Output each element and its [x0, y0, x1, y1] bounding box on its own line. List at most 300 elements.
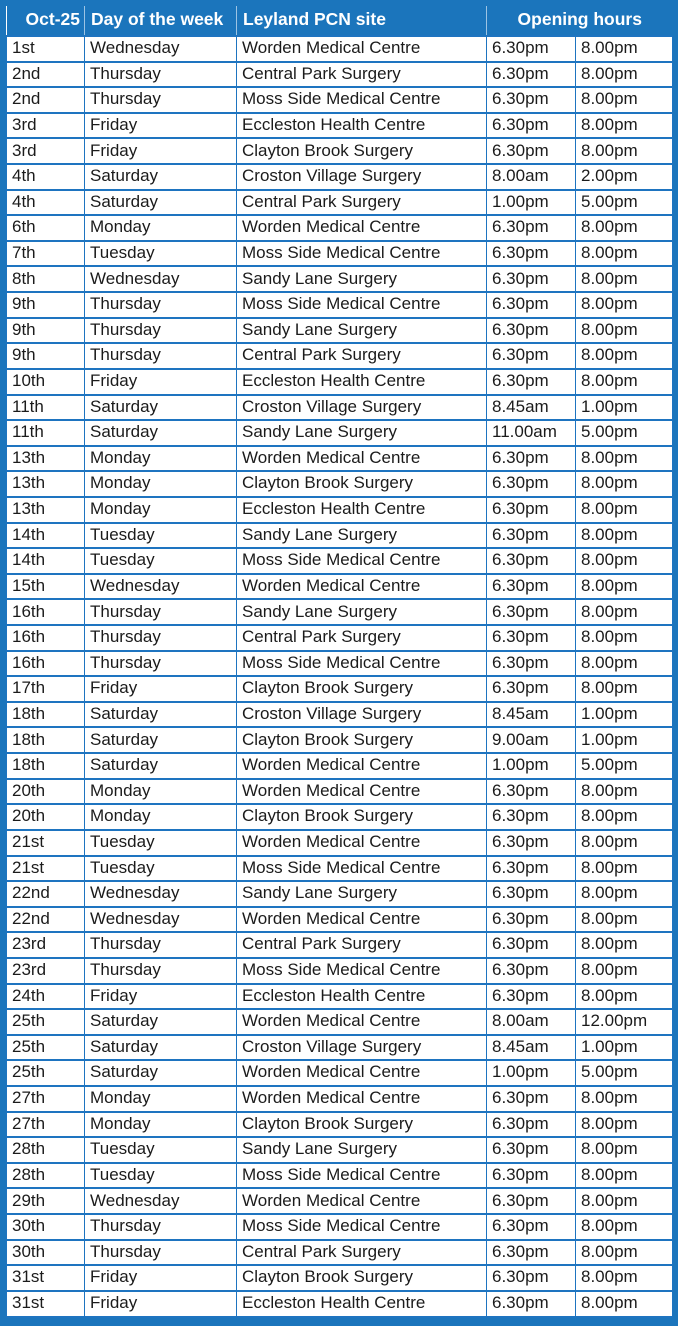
cell-open: 6.30pm [487, 1265, 576, 1291]
cell-day: Monday [85, 1086, 237, 1112]
cell-site: Croston Village Surgery [237, 702, 487, 728]
cell-close: 8.00pm [576, 830, 673, 856]
cell-site: Eccleston Health Centre [237, 497, 487, 523]
cell-open: 1.00pm [487, 190, 576, 216]
cell-day: Saturday [85, 1009, 237, 1035]
cell-day: Friday [85, 984, 237, 1010]
cell-day: Saturday [85, 395, 237, 421]
cell-site: Clayton Brook Surgery [237, 727, 487, 753]
cell-date: 8th [7, 266, 85, 292]
cell-site: Worden Medical Centre [237, 36, 487, 62]
cell-date: 23rd [7, 932, 85, 958]
table-row [7, 1009, 673, 1035]
cell-date: 22nd [7, 881, 85, 907]
cell-close: 8.00pm [576, 1137, 673, 1163]
table-row [7, 36, 673, 62]
cell-close: 8.00pm [576, 1112, 673, 1138]
cell-day: Friday [85, 1265, 237, 1291]
cell-close: 8.00pm [576, 984, 673, 1010]
cell-open: 6.30pm [487, 1291, 576, 1317]
cell-open: 9.00am [487, 727, 576, 753]
cell-close: 8.00pm [576, 318, 673, 344]
cell-day: Thursday [85, 625, 237, 651]
cell-site: Croston Village Surgery [237, 164, 487, 190]
cell-open: 6.30pm [487, 779, 576, 805]
cell-open: 6.30pm [487, 856, 576, 882]
cell-open: 6.30pm [487, 215, 576, 241]
cell-open: 6.30pm [487, 266, 576, 292]
cell-open: 6.30pm [487, 318, 576, 344]
cell-open: 1.00pm [487, 1060, 576, 1086]
cell-day: Thursday [85, 318, 237, 344]
cell-close: 8.00pm [576, 1086, 673, 1112]
cell-site: Sandy Lane Surgery [237, 881, 487, 907]
cell-site: Worden Medical Centre [237, 753, 487, 779]
cell-open: 6.30pm [487, 676, 576, 702]
table-row [7, 1112, 673, 1138]
cell-date: 13th [7, 446, 85, 472]
cell-day: Wednesday [85, 266, 237, 292]
cell-date: 30th [7, 1214, 85, 1240]
cell-site: Worden Medical Centre [237, 907, 487, 933]
cell-close: 8.00pm [576, 856, 673, 882]
table-row [7, 702, 673, 728]
cell-site: Eccleston Health Centre [237, 113, 487, 139]
cell-day: Thursday [85, 958, 237, 984]
table-row [7, 779, 673, 805]
cell-day: Monday [85, 471, 237, 497]
cell-day: Saturday [85, 702, 237, 728]
cell-open: 6.30pm [487, 881, 576, 907]
cell-close: 8.00pm [576, 215, 673, 241]
cell-date: 25th [7, 1035, 85, 1061]
cell-open: 6.30pm [487, 241, 576, 267]
cell-day: Friday [85, 369, 237, 395]
cell-date: 18th [7, 727, 85, 753]
cell-day: Saturday [85, 164, 237, 190]
cell-site: Croston Village Surgery [237, 1035, 487, 1061]
table-row [7, 138, 673, 164]
cell-day: Saturday [85, 420, 237, 446]
opening-hours-table [6, 6, 673, 1318]
cell-date: 21st [7, 856, 85, 882]
cell-date: 27th [7, 1112, 85, 1138]
cell-site: Worden Medical Centre [237, 1060, 487, 1086]
cell-open: 6.30pm [487, 932, 576, 958]
cell-close: 8.00pm [576, 932, 673, 958]
cell-site: Clayton Brook Surgery [237, 138, 487, 164]
table-row [7, 625, 673, 651]
cell-day: Friday [85, 1291, 237, 1317]
table-row [7, 241, 673, 267]
cell-site: Moss Side Medical Centre [237, 958, 487, 984]
cell-site: Central Park Surgery [237, 1240, 487, 1266]
cell-close: 8.00pm [576, 881, 673, 907]
cell-day: Tuesday [85, 548, 237, 574]
cell-open: 6.30pm [487, 446, 576, 472]
table-row [7, 1137, 673, 1163]
cell-open: 6.30pm [487, 1240, 576, 1266]
cell-date: 21st [7, 830, 85, 856]
cell-date: 10th [7, 369, 85, 395]
cell-date: 27th [7, 1086, 85, 1112]
cell-site: Central Park Surgery [237, 932, 487, 958]
table-row [7, 804, 673, 830]
table-row [7, 1240, 673, 1266]
cell-site: Moss Side Medical Centre [237, 1163, 487, 1189]
table-row [7, 651, 673, 677]
cell-day: Saturday [85, 190, 237, 216]
cell-close: 8.00pm [576, 1163, 673, 1189]
cell-date: 18th [7, 753, 85, 779]
cell-open: 6.30pm [487, 1188, 576, 1214]
cell-date: 11th [7, 395, 85, 421]
cell-day: Friday [85, 113, 237, 139]
cell-open: 8.45am [487, 395, 576, 421]
cell-close: 1.00pm [576, 702, 673, 728]
cell-site: Clayton Brook Surgery [237, 1265, 487, 1291]
cell-date: 20th [7, 779, 85, 805]
cell-open: 6.30pm [487, 471, 576, 497]
cell-close: 8.00pm [576, 36, 673, 62]
cell-site: Worden Medical Centre [237, 830, 487, 856]
cell-close: 8.00pm [576, 113, 673, 139]
cell-close: 8.00pm [576, 907, 673, 933]
cell-day: Monday [85, 446, 237, 472]
table-row [7, 1291, 673, 1317]
cell-open: 6.30pm [487, 984, 576, 1010]
cell-day: Wednesday [85, 907, 237, 933]
cell-open: 6.30pm [487, 138, 576, 164]
cell-site: Sandy Lane Surgery [237, 1137, 487, 1163]
cell-day: Friday [85, 676, 237, 702]
cell-open: 8.00am [487, 1009, 576, 1035]
cell-close: 8.00pm [576, 471, 673, 497]
cell-open: 6.30pm [487, 497, 576, 523]
cell-site: Clayton Brook Surgery [237, 676, 487, 702]
cell-close: 8.00pm [576, 625, 673, 651]
table-row [7, 676, 673, 702]
table-row [7, 727, 673, 753]
cell-day: Tuesday [85, 1137, 237, 1163]
cell-day: Tuesday [85, 856, 237, 882]
cell-close: 8.00pm [576, 804, 673, 830]
cell-date: 29th [7, 1188, 85, 1214]
cell-close: 8.00pm [576, 446, 673, 472]
cell-open: 6.30pm [487, 36, 576, 62]
table-row [7, 446, 673, 472]
cell-date: 3rd [7, 138, 85, 164]
table-row [7, 984, 673, 1010]
cell-date: 31st [7, 1265, 85, 1291]
cell-site: Central Park Surgery [237, 62, 487, 88]
cell-close: 8.00pm [576, 87, 673, 113]
cell-open: 6.30pm [487, 87, 576, 113]
cell-day: Monday [85, 215, 237, 241]
table-row [7, 574, 673, 600]
table-row [7, 369, 673, 395]
cell-site: Moss Side Medical Centre [237, 1214, 487, 1240]
cell-day: Wednesday [85, 574, 237, 600]
table-row [7, 907, 673, 933]
cell-close: 8.00pm [576, 599, 673, 625]
cell-day: Friday [85, 138, 237, 164]
cell-day: Monday [85, 779, 237, 805]
cell-open: 6.30pm [487, 958, 576, 984]
cell-day: Thursday [85, 1214, 237, 1240]
cell-site: Clayton Brook Surgery [237, 804, 487, 830]
table-row [7, 856, 673, 882]
table-row [7, 753, 673, 779]
cell-date: 31st [7, 1291, 85, 1317]
cell-site: Clayton Brook Surgery [237, 1112, 487, 1138]
cell-site: Sandy Lane Surgery [237, 318, 487, 344]
table-row [7, 1214, 673, 1240]
cell-date: 9th [7, 292, 85, 318]
cell-open: 6.30pm [487, 62, 576, 88]
cell-date: 6th [7, 215, 85, 241]
cell-date: 14th [7, 523, 85, 549]
cell-date: 13th [7, 497, 85, 523]
cell-open: 8.45am [487, 702, 576, 728]
cell-close: 2.00pm [576, 164, 673, 190]
cell-open: 6.30pm [487, 343, 576, 369]
table-row [7, 343, 673, 369]
cell-open: 6.30pm [487, 523, 576, 549]
cell-day: Monday [85, 804, 237, 830]
cell-close: 8.00pm [576, 497, 673, 523]
cell-day: Thursday [85, 343, 237, 369]
cell-day: Wednesday [85, 1188, 237, 1214]
cell-open: 6.30pm [487, 113, 576, 139]
cell-open: 6.30pm [487, 548, 576, 574]
cell-close: 8.00pm [576, 292, 673, 318]
table-row [7, 395, 673, 421]
cell-day: Tuesday [85, 1163, 237, 1189]
header-day-of-week: Day of the week [85, 6, 237, 36]
cell-close: 1.00pm [576, 1035, 673, 1061]
cell-day: Saturday [85, 1060, 237, 1086]
table-row [7, 599, 673, 625]
cell-site: Moss Side Medical Centre [237, 87, 487, 113]
cell-date: 20th [7, 804, 85, 830]
cell-date: 9th [7, 343, 85, 369]
cell-day: Tuesday [85, 523, 237, 549]
cell-day: Thursday [85, 292, 237, 318]
cell-open: 6.30pm [487, 625, 576, 651]
cell-close: 8.00pm [576, 958, 673, 984]
cell-close: 8.00pm [576, 343, 673, 369]
cell-day: Tuesday [85, 830, 237, 856]
cell-close: 1.00pm [576, 395, 673, 421]
cell-date: 2nd [7, 87, 85, 113]
cell-close: 8.00pm [576, 779, 673, 805]
header-opening-hours: Opening hours [487, 6, 673, 36]
cell-date: 16th [7, 599, 85, 625]
cell-site: Worden Medical Centre [237, 1086, 487, 1112]
table-row [7, 1265, 673, 1291]
cell-close: 8.00pm [576, 241, 673, 267]
table-row [7, 932, 673, 958]
table-row [7, 830, 673, 856]
cell-date: 28th [7, 1163, 85, 1189]
cell-day: Monday [85, 1112, 237, 1138]
cell-close: 8.00pm [576, 1265, 673, 1291]
table-row [7, 292, 673, 318]
cell-close: 8.00pm [576, 266, 673, 292]
cell-date: 1st [7, 36, 85, 62]
cell-day: Tuesday [85, 241, 237, 267]
header-month: Oct-25 [7, 6, 85, 36]
table-row [7, 1060, 673, 1086]
cell-site: Moss Side Medical Centre [237, 856, 487, 882]
table-row [7, 1086, 673, 1112]
table-row [7, 215, 673, 241]
cell-date: 14th [7, 548, 85, 574]
cell-site: Sandy Lane Surgery [237, 420, 487, 446]
table-row [7, 62, 673, 88]
cell-day: Thursday [85, 651, 237, 677]
cell-date: 22nd [7, 907, 85, 933]
cell-site: Croston Village Surgery [237, 395, 487, 421]
cell-date: 25th [7, 1009, 85, 1035]
table-row [7, 1163, 673, 1189]
cell-site: Worden Medical Centre [237, 1188, 487, 1214]
cell-day: Thursday [85, 599, 237, 625]
cell-close: 8.00pm [576, 1188, 673, 1214]
cell-close: 5.00pm [576, 190, 673, 216]
cell-day: Wednesday [85, 881, 237, 907]
cell-open: 6.30pm [487, 369, 576, 395]
cell-date: 15th [7, 574, 85, 600]
cell-date: 16th [7, 625, 85, 651]
cell-close: 5.00pm [576, 753, 673, 779]
cell-site: Worden Medical Centre [237, 1009, 487, 1035]
cell-day: Thursday [85, 62, 237, 88]
cell-open: 8.00am [487, 164, 576, 190]
cell-close: 8.00pm [576, 548, 673, 574]
cell-day: Saturday [85, 753, 237, 779]
cell-open: 6.30pm [487, 292, 576, 318]
cell-site: Moss Side Medical Centre [237, 548, 487, 574]
cell-open: 6.30pm [487, 907, 576, 933]
cell-open: 6.30pm [487, 1214, 576, 1240]
cell-date: 23rd [7, 958, 85, 984]
table-row [7, 471, 673, 497]
cell-open: 8.45am [487, 1035, 576, 1061]
cell-day: Thursday [85, 87, 237, 113]
table-row [7, 548, 673, 574]
cell-open: 6.30pm [487, 574, 576, 600]
table-row [7, 881, 673, 907]
cell-site: Eccleston Health Centre [237, 984, 487, 1010]
cell-site: Moss Side Medical Centre [237, 241, 487, 267]
cell-site: Sandy Lane Surgery [237, 523, 487, 549]
table-row [7, 497, 673, 523]
cell-date: 3rd [7, 113, 85, 139]
cell-site: Clayton Brook Surgery [237, 471, 487, 497]
cell-date: 16th [7, 651, 85, 677]
cell-close: 5.00pm [576, 1060, 673, 1086]
cell-date: 2nd [7, 62, 85, 88]
table-row [7, 87, 673, 113]
table-row [7, 164, 673, 190]
cell-site: Eccleston Health Centre [237, 369, 487, 395]
cell-close: 1.00pm [576, 727, 673, 753]
cell-close: 8.00pm [576, 138, 673, 164]
table-row [7, 1035, 673, 1061]
cell-date: 4th [7, 164, 85, 190]
cell-date: 13th [7, 471, 85, 497]
table-row [7, 523, 673, 549]
cell-date: 7th [7, 241, 85, 267]
cell-close: 5.00pm [576, 420, 673, 446]
table-body [7, 36, 673, 1317]
cell-site: Worden Medical Centre [237, 779, 487, 805]
cell-site: Eccleston Health Centre [237, 1291, 487, 1317]
cell-close: 8.00pm [576, 62, 673, 88]
table-row [7, 1188, 673, 1214]
cell-site: Moss Side Medical Centre [237, 651, 487, 677]
cell-date: 30th [7, 1240, 85, 1266]
cell-close: 8.00pm [576, 369, 673, 395]
cell-date: 18th [7, 702, 85, 728]
cell-close: 8.00pm [576, 574, 673, 600]
table-row [7, 420, 673, 446]
cell-day: Saturday [85, 1035, 237, 1061]
cell-open: 6.30pm [487, 1086, 576, 1112]
cell-day: Wednesday [85, 36, 237, 62]
cell-open: 6.30pm [487, 830, 576, 856]
table-row [7, 190, 673, 216]
cell-date: 28th [7, 1137, 85, 1163]
cell-site: Worden Medical Centre [237, 215, 487, 241]
cell-date: 17th [7, 676, 85, 702]
cell-day: Saturday [85, 727, 237, 753]
header-row [7, 6, 673, 36]
cell-site: Central Park Surgery [237, 625, 487, 651]
cell-site: Moss Side Medical Centre [237, 292, 487, 318]
cell-open: 1.00pm [487, 753, 576, 779]
cell-day: Monday [85, 497, 237, 523]
cell-site: Worden Medical Centre [237, 446, 487, 472]
cell-site: Central Park Surgery [237, 190, 487, 216]
cell-open: 6.30pm [487, 1163, 576, 1189]
cell-close: 8.00pm [576, 651, 673, 677]
cell-date: 24th [7, 984, 85, 1010]
cell-open: 6.30pm [487, 651, 576, 677]
cell-close: 8.00pm [576, 676, 673, 702]
cell-date: 25th [7, 1060, 85, 1086]
cell-date: 4th [7, 190, 85, 216]
table-row [7, 113, 673, 139]
cell-site: Worden Medical Centre [237, 574, 487, 600]
cell-open: 6.30pm [487, 1137, 576, 1163]
cell-close: 8.00pm [576, 1240, 673, 1266]
cell-open: 6.30pm [487, 599, 576, 625]
table-row [7, 318, 673, 344]
table-row [7, 958, 673, 984]
cell-site: Central Park Surgery [237, 343, 487, 369]
cell-date: 11th [7, 420, 85, 446]
cell-close: 8.00pm [576, 523, 673, 549]
cell-day: Thursday [85, 1240, 237, 1266]
cell-close: 12.00pm [576, 1009, 673, 1035]
cell-open: 6.30pm [487, 804, 576, 830]
cell-site: Sandy Lane Surgery [237, 266, 487, 292]
cell-day: Thursday [85, 932, 237, 958]
cell-open: 6.30pm [487, 1112, 576, 1138]
